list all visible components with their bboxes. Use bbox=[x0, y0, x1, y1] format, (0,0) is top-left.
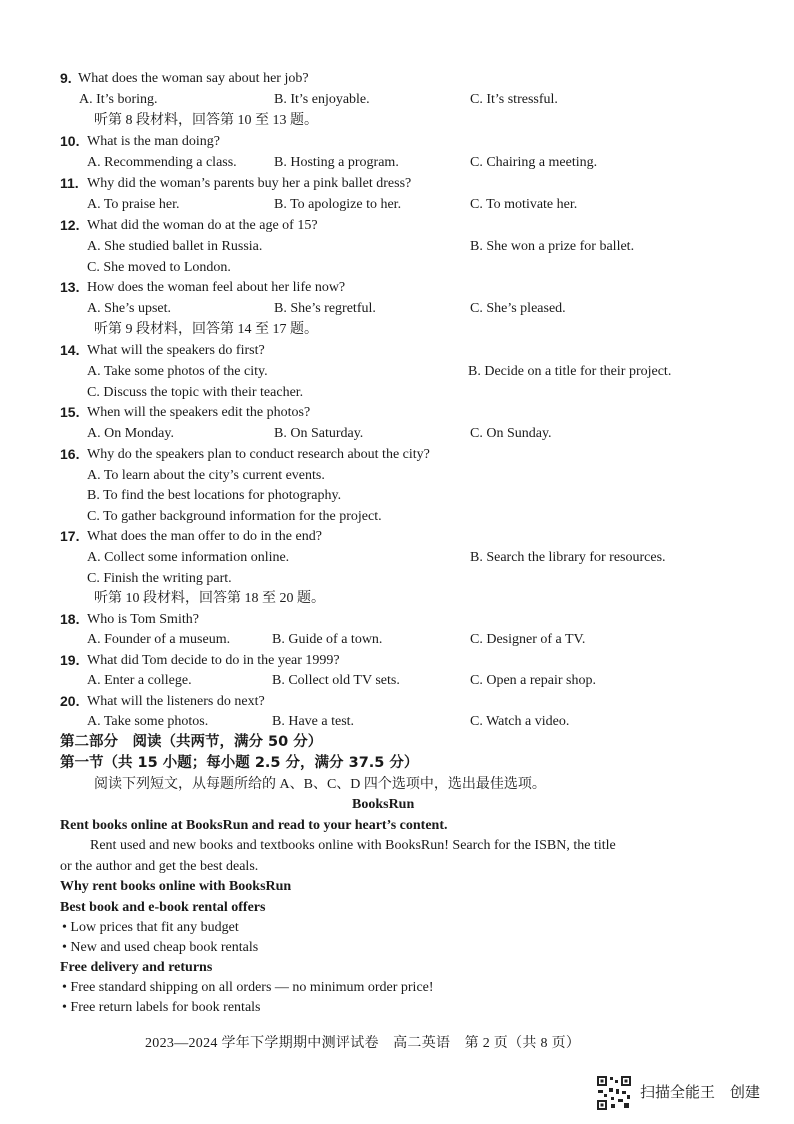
question-17 bbox=[0, 526, 794, 547]
question-17-options-row1 bbox=[0, 547, 794, 568]
option-b: B. On Saturday. bbox=[274, 426, 364, 441]
question-18 bbox=[0, 609, 794, 630]
scanner-brand: 扫描全能王 创建 bbox=[640, 1083, 761, 1101]
option-b: B. To find the best locations for photography. bbox=[87, 488, 342, 503]
question-stem: What did the woman do at the age of 15? bbox=[87, 218, 318, 233]
option-c: C. She moved to London. bbox=[87, 260, 231, 275]
option-a: A. She’s upset. bbox=[87, 301, 171, 316]
question-10 bbox=[0, 131, 794, 152]
option-a: A. Collect some information online. bbox=[87, 550, 290, 565]
option-c: C. It’s stressful. bbox=[470, 92, 558, 107]
why-heading: Why rent books online with BooksRun bbox=[60, 879, 292, 894]
list-item: • Free return labels for book rentals bbox=[62, 1000, 261, 1015]
question-number: 13. bbox=[60, 279, 80, 295]
question-stem: Who is Tom Smith? bbox=[87, 612, 199, 627]
option-c: C. Chairing a meeting. bbox=[470, 155, 598, 170]
part2-instruction-row bbox=[0, 774, 794, 795]
question-16-option-a bbox=[0, 465, 794, 486]
question-12 bbox=[0, 215, 794, 236]
offers-item-row-2 bbox=[0, 937, 794, 958]
option-b: B. Search the library for resources. bbox=[470, 550, 666, 565]
offers-item-row-1 bbox=[0, 917, 794, 938]
offers-heading-row bbox=[0, 897, 794, 918]
question-stem: What does the woman say about her job? bbox=[78, 71, 309, 86]
question-number: 19. bbox=[60, 652, 80, 668]
why-heading-row bbox=[0, 876, 794, 897]
instruction-text: 听第 9 段材料，回答第 14 至 17 题。 bbox=[94, 322, 318, 337]
question-stem: When will the speakers edit the photos? bbox=[87, 405, 311, 420]
footer-text: 2023—2024 学年下学期期中测评试卷 高二英语 第 2 页（共 8 页） bbox=[145, 1036, 581, 1051]
question-13 bbox=[0, 277, 794, 298]
option-a: A. It’s boring. bbox=[79, 92, 158, 107]
option-c: C. Watch a video. bbox=[470, 714, 570, 729]
question-stem: How does the woman feel about her life now? bbox=[87, 280, 346, 295]
question-9-options bbox=[0, 89, 794, 110]
page-footer bbox=[0, 1033, 794, 1054]
delivery-item-row-1 bbox=[0, 977, 794, 998]
option-a: A. On Monday. bbox=[87, 426, 174, 441]
question-10-options bbox=[0, 152, 794, 173]
question-11 bbox=[0, 173, 794, 194]
instruction-text: 听第 10 段材料，回答第 18 至 20 题。 bbox=[94, 591, 325, 606]
passage-intro-line2: or the author and get the best deals. bbox=[60, 859, 259, 874]
question-stem: Why do the speakers plan to conduct research about the city? bbox=[87, 447, 430, 462]
option-a: A. To praise her. bbox=[87, 197, 180, 212]
question-number: 10. bbox=[60, 133, 80, 149]
option-a: A. She studied ballet in Russia. bbox=[87, 239, 263, 254]
question-14-options-row1 bbox=[0, 361, 794, 382]
option-c: C. Discuss the topic with their teacher. bbox=[87, 385, 304, 400]
question-14-options-row2 bbox=[0, 382, 794, 403]
option-b: B. She’s regretful. bbox=[274, 301, 376, 316]
section-8-instruction bbox=[0, 110, 794, 131]
option-a: A. Take some photos of the city. bbox=[87, 364, 268, 379]
question-stem: What will the speakers do first? bbox=[87, 343, 265, 358]
question-16 bbox=[0, 444, 794, 465]
offers-heading: Best book and e-book rental offers bbox=[60, 900, 266, 915]
question-stem: What is the man doing? bbox=[87, 134, 220, 149]
option-c: C. To motivate her. bbox=[470, 197, 578, 212]
option-c: C. To gather background information for the project. bbox=[87, 509, 382, 524]
qr-code-icon bbox=[596, 1075, 632, 1111]
option-a: A. To learn about the city’s current events. bbox=[87, 468, 325, 483]
question-15 bbox=[0, 402, 794, 423]
option-c: C. Designer of a TV. bbox=[470, 632, 586, 647]
delivery-heading-row bbox=[0, 957, 794, 978]
section-10-instruction bbox=[0, 588, 794, 609]
option-b: B. Guide of a town. bbox=[272, 632, 383, 647]
passage-intro-line1: Rent used and new books and textbooks online with BooksRun! Search for the ISBN, the title bbox=[90, 838, 616, 853]
option-c: C. She’s pleased. bbox=[470, 301, 566, 316]
question-14 bbox=[0, 340, 794, 361]
passage-headline-row bbox=[0, 815, 794, 836]
instruction-text: 听第 8 段材料，回答第 10 至 13 题。 bbox=[94, 113, 318, 128]
passage-headline: Rent books online at BooksRun and read to your heart’s content. bbox=[60, 818, 448, 833]
passage-intro-row2 bbox=[0, 856, 794, 877]
option-a: A. Take some photos. bbox=[87, 714, 209, 729]
part2-instruction: 阅读下列短文，从每题所给的 A、B、C、D 四个选项中，选出最佳选项。 bbox=[94, 777, 546, 792]
question-stem: Why did the woman’s parents buy her a pink ballet dress? bbox=[87, 176, 412, 191]
section-9-instruction bbox=[0, 319, 794, 340]
delivery-item-row-2 bbox=[0, 997, 794, 1018]
option-b: B. Decide on a title for their project. bbox=[468, 364, 672, 379]
option-a: A. Founder of a museum. bbox=[87, 632, 231, 647]
option-b: B. She won a prize for ballet. bbox=[470, 239, 635, 254]
question-17-options-row2 bbox=[0, 568, 794, 589]
question-number: 16. bbox=[60, 446, 80, 462]
question-stem: What does the man offer to do in the end? bbox=[87, 529, 322, 544]
question-number: 12. bbox=[60, 217, 80, 233]
part2-title: 第二部分 阅读（共两节，满分 50 分） bbox=[60, 734, 323, 750]
question-12-options-row1 bbox=[0, 236, 794, 257]
question-number: 20. bbox=[60, 693, 80, 709]
question-number: 18. bbox=[60, 611, 80, 627]
option-b: B. Hosting a program. bbox=[274, 155, 399, 170]
option-a: A. Enter a college. bbox=[87, 673, 192, 688]
question-11-options bbox=[0, 194, 794, 215]
passage-title-row bbox=[0, 794, 794, 815]
question-19-options bbox=[0, 670, 794, 691]
option-b: B. Collect old TV sets. bbox=[272, 673, 400, 688]
option-c: C. Open a repair shop. bbox=[470, 673, 596, 688]
question-19 bbox=[0, 650, 794, 671]
question-20 bbox=[0, 691, 794, 712]
question-15-options bbox=[0, 423, 794, 444]
option-b: B. Have a test. bbox=[272, 714, 355, 729]
question-number: 17. bbox=[60, 528, 80, 544]
part2-title-row bbox=[0, 732, 794, 753]
list-item: • Free standard shipping on all orders — no minimum order price! bbox=[62, 980, 434, 995]
question-12-options-row2 bbox=[0, 257, 794, 278]
passage-title: BooksRun bbox=[352, 797, 415, 812]
question-20-options bbox=[0, 711, 794, 732]
option-a: A. Recommending a class. bbox=[87, 155, 237, 170]
question-stem: What will the listeners do next? bbox=[87, 694, 265, 709]
list-item: • New and used cheap book rentals bbox=[62, 940, 259, 955]
option-b: B. To apologize to her. bbox=[274, 197, 402, 212]
option-c: C. On Sunday. bbox=[470, 426, 552, 441]
question-9 bbox=[0, 68, 794, 89]
question-16-option-b bbox=[0, 485, 794, 506]
question-18-options bbox=[0, 629, 794, 650]
option-c: C. Finish the writing part. bbox=[87, 571, 232, 586]
option-b: B. It’s enjoyable. bbox=[274, 92, 370, 107]
question-16-option-c bbox=[0, 506, 794, 527]
question-stem: What did Tom decide to do in the year 1999? bbox=[87, 653, 340, 668]
question-number: 14. bbox=[60, 342, 80, 358]
delivery-heading: Free delivery and returns bbox=[60, 960, 213, 975]
list-item: • Low prices that fit any budget bbox=[62, 920, 239, 935]
part2-section1: 第一节（共 15 小题；每小题 2.5 分，满分 37.5 分） bbox=[60, 755, 419, 771]
question-number: 9. bbox=[60, 70, 72, 86]
question-number: 15. bbox=[60, 404, 80, 420]
question-number: 11. bbox=[60, 175, 79, 191]
part2-section1-row bbox=[0, 753, 794, 774]
passage-intro-row1 bbox=[0, 835, 794, 856]
question-13-options bbox=[0, 298, 794, 319]
